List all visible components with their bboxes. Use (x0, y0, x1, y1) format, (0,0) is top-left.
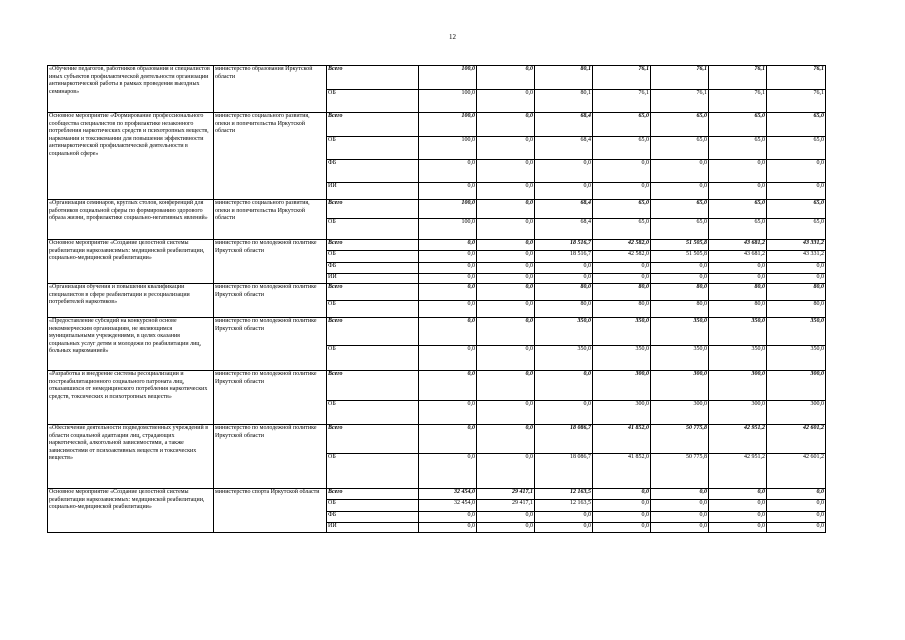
value-cell: 80,0 (535, 301, 593, 318)
value-cell: 0,0 (535, 263, 593, 274)
value-cell: 0,0 (709, 489, 767, 500)
value-cell: 0,0 (535, 274, 593, 284)
value-cell: 0,0 (593, 512, 651, 523)
executor-name: министерство по молодежной политике Иркутской области (214, 318, 327, 371)
funding-source: ИИ (327, 183, 419, 200)
table-row (48, 489, 826, 500)
value-cell: 350,0 (767, 318, 826, 346)
value-cell: 68,4 (535, 219, 593, 240)
funding-source: ОБ (327, 90, 419, 113)
value-cell: 51 505,8 (651, 251, 709, 263)
funding-source: Всего (327, 489, 419, 500)
value-cell: 0,0 (535, 371, 593, 401)
value-cell: 0,0 (767, 512, 826, 523)
value-cell: 0,0 (419, 346, 477, 371)
activity-name: «Организация семинаров, круглых столов, конференций для работников социальной сферы по формированию здорового образа жизни, профилактике социально-негативных явлений» (48, 200, 214, 240)
value-cell: 65,0 (709, 219, 767, 240)
value-cell: 350,0 (651, 318, 709, 346)
value-cell: 0,0 (709, 523, 767, 533)
value-cell: 0,0 (419, 284, 477, 301)
value-cell: 100,0 (419, 66, 477, 90)
value-cell: 65,0 (767, 137, 826, 160)
activity-name: «Обеспечение деятельности подведомственных учреждений в области социальной адаптации лиц, страдающих наркотической, алкогольной зависимостями, а также зависимостями от психоактивных веществ и токсических веществ» (48, 425, 214, 489)
value-cell: 18 516,7 (535, 240, 593, 251)
value-cell: 80,1 (535, 66, 593, 90)
value-cell: 300,0 (709, 371, 767, 401)
value-cell: 29 417,1 (477, 500, 535, 512)
value-cell: 0,0 (709, 500, 767, 512)
value-cell: 0,0 (419, 274, 477, 284)
value-cell: 80,0 (651, 284, 709, 301)
funding-source: ОБ (327, 500, 419, 512)
value-cell: 0,0 (709, 263, 767, 274)
value-cell: 65,0 (767, 200, 826, 219)
funding-source: ОБ (327, 301, 419, 318)
value-cell: 0,0 (593, 523, 651, 533)
value-cell: 41 852,0 (593, 454, 651, 489)
funding-source: Всего (327, 113, 419, 137)
value-cell: 0,0 (419, 512, 477, 523)
value-cell: 0,0 (709, 183, 767, 200)
table-row (48, 425, 826, 454)
value-cell: 0,0 (709, 274, 767, 284)
value-cell: 0,0 (651, 489, 709, 500)
funding-source: ОБ (327, 346, 419, 371)
executor-name: министерство по молодежной политике Иркутской области (214, 240, 327, 284)
value-cell: 0,0 (767, 274, 826, 284)
value-cell: 0,0 (419, 183, 477, 200)
value-cell: 42 582,0 (593, 251, 651, 263)
value-cell: 80,0 (593, 284, 651, 301)
value-cell: 0,0 (535, 401, 593, 425)
executor-name: министерство по молодежной политике Иркутской области (214, 371, 327, 425)
value-cell: 0,0 (593, 263, 651, 274)
table-row (48, 200, 826, 219)
value-cell: 0,0 (477, 183, 535, 200)
value-cell: 100,0 (419, 90, 477, 113)
value-cell: 0,0 (419, 425, 477, 454)
value-cell: 0,0 (767, 489, 826, 500)
activity-name: «Организация обучения и повышения квалификации специалистов в сфере реабилитации и ресоциализации потребителей наркотиков» (48, 284, 214, 318)
value-cell: 68,4 (535, 137, 593, 160)
value-cell: 80,0 (767, 284, 826, 301)
value-cell: 0,0 (477, 137, 535, 160)
value-cell: 0,0 (477, 401, 535, 425)
value-cell: 300,0 (593, 371, 651, 401)
value-cell: 80,0 (651, 301, 709, 318)
value-cell: 42 601,2 (767, 454, 826, 489)
value-cell: 51 505,8 (651, 240, 709, 251)
executor-name: министерство социального развития, опеки и попечительства Иркутской области (214, 200, 327, 240)
funding-source: ФБ (327, 263, 419, 274)
value-cell: 0,0 (477, 318, 535, 346)
value-cell: 0,0 (651, 274, 709, 284)
value-cell: 350,0 (709, 346, 767, 371)
value-cell: 0,0 (419, 301, 477, 318)
funding-source: Всего (327, 318, 419, 346)
value-cell: 350,0 (535, 346, 593, 371)
value-cell: 100,0 (419, 200, 477, 219)
value-cell: 0,0 (419, 318, 477, 346)
value-cell: 32 454,0 (419, 500, 477, 512)
value-cell: 65,0 (593, 200, 651, 219)
value-cell: 0,0 (535, 160, 593, 183)
value-cell: 0,0 (477, 263, 535, 274)
value-cell: 0,0 (593, 489, 651, 500)
value-cell: 68,4 (535, 113, 593, 137)
value-cell: 0,0 (477, 160, 535, 183)
funding-source: ОБ (327, 219, 419, 240)
value-cell: 50 775,8 (651, 425, 709, 454)
funding-source: Всего (327, 371, 419, 401)
value-cell: 0,0 (651, 160, 709, 183)
value-cell: 0,0 (535, 183, 593, 200)
value-cell: 43 681,2 (709, 251, 767, 263)
value-cell: 65,0 (593, 113, 651, 137)
value-cell: 0,0 (419, 160, 477, 183)
table-row (48, 371, 826, 401)
value-cell: 65,0 (709, 200, 767, 219)
executor-name: министерство спорта Иркутской области (214, 489, 327, 533)
funding-source: ОБ (327, 454, 419, 489)
value-cell: 65,0 (767, 113, 826, 137)
value-cell: 0,0 (767, 500, 826, 512)
value-cell: 76,1 (651, 66, 709, 90)
value-cell: 0,0 (593, 160, 651, 183)
funding-source: Всего (327, 66, 419, 90)
funding-source: ОБ (327, 137, 419, 160)
value-cell: 76,1 (709, 90, 767, 113)
value-cell: 80,1 (535, 90, 593, 113)
value-cell: 0,0 (593, 500, 651, 512)
funding-source: Всего (327, 284, 419, 301)
value-cell: 80,0 (767, 301, 826, 318)
value-cell: 43 331,2 (767, 251, 826, 263)
value-cell: 100,0 (419, 219, 477, 240)
value-cell: 300,0 (709, 401, 767, 425)
value-cell: 68,4 (535, 200, 593, 219)
value-cell: 350,0 (593, 346, 651, 371)
executor-name: министерство по молодежной политике Иркутской области (214, 425, 327, 489)
funding-source: ФБ (327, 512, 419, 523)
value-cell: 0,0 (477, 113, 535, 137)
value-cell: 65,0 (651, 113, 709, 137)
activity-name: Основное мероприятие «Формирование профессионального сообщества специалистов по профилактике незаконного потребления наркотических средств и психотропных веществ, наркомании и токсикомании для повышения эффективности антинаркотической профилактической деятельности в социальной сфере» (48, 113, 214, 200)
funding-source: ИИ (327, 274, 419, 284)
funding-source: ФБ (327, 160, 419, 183)
value-cell: 350,0 (709, 318, 767, 346)
activity-name: «Разработка и внедрение системы ресоциализации и постреабилитационного социального патроната лиц, отказавшихся от немедицинского потребления наркотических средств, токсических и психотропных веществ» (48, 371, 214, 425)
value-cell: 0,0 (709, 512, 767, 523)
value-cell: 0,0 (651, 183, 709, 200)
value-cell: 0,0 (767, 183, 826, 200)
value-cell: 100,0 (419, 137, 477, 160)
value-cell: 0,0 (651, 500, 709, 512)
value-cell: 0,0 (477, 454, 535, 489)
value-cell: 0,0 (651, 523, 709, 533)
value-cell: 0,0 (651, 512, 709, 523)
value-cell: 76,1 (651, 90, 709, 113)
value-cell: 29 417,1 (477, 489, 535, 500)
value-cell: 0,0 (477, 371, 535, 401)
value-cell: 0,0 (535, 523, 593, 533)
table-row (48, 240, 826, 251)
table-row (48, 113, 826, 137)
value-cell: 0,0 (651, 263, 709, 274)
value-cell: 18 516,7 (535, 251, 593, 263)
value-cell: 76,1 (593, 90, 651, 113)
executor-name: министерство образования Иркутской области (214, 66, 327, 113)
value-cell: 65,0 (767, 219, 826, 240)
value-cell: 42 582,0 (593, 240, 651, 251)
activity-name: «Предоставление субсидий на конкурсной основе некоммерческим организациям, не являющимся муниципальными учреждениями, в целях оказания социальных услуг детям и молодежи по реабилитации лиц, больных наркоманией» (48, 318, 214, 371)
value-cell: 0,0 (767, 263, 826, 274)
value-cell: 43 331,2 (767, 240, 826, 251)
value-cell: 76,1 (709, 66, 767, 90)
value-cell: 0,0 (477, 219, 535, 240)
value-cell: 42 951,2 (709, 454, 767, 489)
value-cell: 300,0 (767, 371, 826, 401)
value-cell: 80,0 (535, 284, 593, 301)
value-cell: 0,0 (419, 401, 477, 425)
value-cell: 300,0 (651, 401, 709, 425)
value-cell: 0,0 (477, 66, 535, 90)
value-cell: 42 951,2 (709, 425, 767, 454)
funding-source: ОБ (327, 251, 419, 263)
value-cell: 100,0 (419, 113, 477, 137)
executor-name: министерство социального развития, опеки и попечительства Иркутской области (214, 113, 327, 200)
value-cell: 65,0 (593, 137, 651, 160)
value-cell: 65,0 (651, 137, 709, 160)
value-cell: 0,0 (593, 183, 651, 200)
value-cell: 0,0 (477, 90, 535, 113)
funding-source: ИИ (327, 523, 419, 533)
value-cell: 0,0 (477, 251, 535, 263)
activity-name: «Обучение педагогов, работников образования и специалистов иных субъектов профилактической деятельности организации антинаркотической работы в рамках проведения выездных семинаров» (48, 66, 214, 113)
value-cell: 0,0 (419, 371, 477, 401)
value-cell: 65,0 (593, 219, 651, 240)
funding-source: Всего (327, 425, 419, 454)
value-cell: 76,1 (767, 90, 826, 113)
value-cell: 350,0 (593, 318, 651, 346)
page-number: 12 (449, 33, 456, 41)
value-cell: 12 163,5 (535, 489, 593, 500)
value-cell: 42 601,2 (767, 425, 826, 454)
funding-source: Всего (327, 200, 419, 219)
table-row (48, 66, 826, 90)
value-cell: 18 086,7 (535, 454, 593, 489)
value-cell: 50 775,8 (651, 454, 709, 489)
budget-table (47, 65, 826, 533)
value-cell: 300,0 (651, 371, 709, 401)
funding-source: ОБ (327, 401, 419, 425)
value-cell: 0,0 (767, 523, 826, 533)
activity-name: Основное мероприятие «Создание целостной системы реабилитации наркозависимых: медицинской реабилитации, социально-медицинской реабилитации» (48, 489, 214, 533)
value-cell: 65,0 (651, 219, 709, 240)
value-cell: 350,0 (767, 346, 826, 371)
value-cell: 80,0 (593, 301, 651, 318)
value-cell: 0,0 (419, 454, 477, 489)
value-cell: 0,0 (767, 160, 826, 183)
value-cell: 0,0 (593, 274, 651, 284)
activity-name: Основное мероприятие «Создание целостной системы реабилитации наркозависимых: медицинской реабилитации, социально-медицинской реабилитации» (48, 240, 214, 284)
value-cell: 76,1 (593, 66, 651, 90)
value-cell: 65,0 (709, 113, 767, 137)
value-cell: 0,0 (419, 263, 477, 274)
value-cell: 76,1 (767, 66, 826, 90)
value-cell: 350,0 (535, 318, 593, 346)
value-cell: 12 163,5 (535, 500, 593, 512)
value-cell: 300,0 (593, 401, 651, 425)
value-cell: 0,0 (535, 512, 593, 523)
value-cell: 43 681,2 (709, 240, 767, 251)
value-cell: 0,0 (477, 523, 535, 533)
value-cell: 0,0 (477, 425, 535, 454)
value-cell: 350,0 (651, 346, 709, 371)
value-cell: 0,0 (419, 240, 477, 251)
funding-source: Всего (327, 240, 419, 251)
value-cell: 0,0 (477, 240, 535, 251)
value-cell: 0,0 (477, 512, 535, 523)
value-cell: 65,0 (709, 137, 767, 160)
value-cell: 300,0 (767, 401, 826, 425)
value-cell: 80,0 (709, 284, 767, 301)
value-cell: 80,0 (709, 301, 767, 318)
table-row (48, 284, 826, 301)
value-cell: 0,0 (477, 284, 535, 301)
value-cell: 18 086,7 (535, 425, 593, 454)
value-cell: 0,0 (477, 274, 535, 284)
table-row (48, 318, 826, 346)
value-cell: 0,0 (477, 200, 535, 219)
value-cell: 41 852,0 (593, 425, 651, 454)
value-cell: 0,0 (419, 251, 477, 263)
value-cell: 0,0 (477, 346, 535, 371)
value-cell: 32 454,0 (419, 489, 477, 500)
executor-name: министерство по молодежной политике Иркутской области (214, 284, 327, 318)
value-cell: 0,0 (709, 160, 767, 183)
value-cell: 0,0 (477, 301, 535, 318)
value-cell: 0,0 (419, 523, 477, 533)
value-cell: 65,0 (651, 200, 709, 219)
